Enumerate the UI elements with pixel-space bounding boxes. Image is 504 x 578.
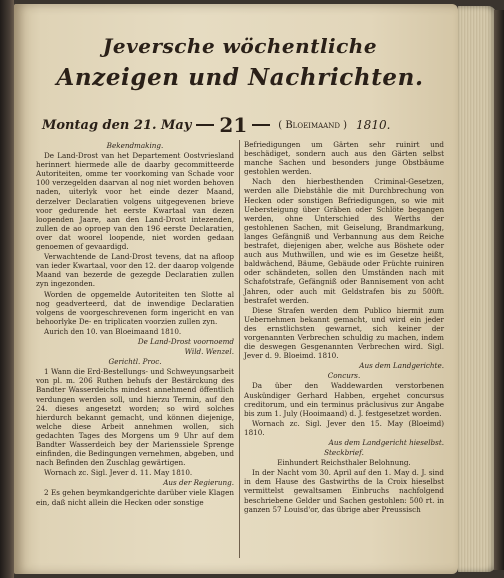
- article-paragraph: Worden de opgemelde Autoriteiten ten Slotte al nog geadverteerd, dat de inwendige Declaratien volgens de voorgeschrevenen form ingericht en van behoorlyke De- en triplicaten voorzien zullen zyn.: [36, 289, 234, 326]
- article-paragraph: Einhundert Reichsthaler Belohnung.: [277, 458, 411, 468]
- article-paragraph: 2 Es gehen beymkandgerichte darüber viele Klagen ein, daß nicht allein die Hecken oder sonstige: [36, 488, 234, 507]
- column-left: [36, 140, 234, 508]
- article-paragraph: Aurich den 10. van Bloeimaand 1810.: [44, 326, 182, 336]
- masthead: [40, 34, 440, 91]
- article-paragraph: 1 Wann die Erd-Bestellungs- und Schweyungsarbeit von pl. m. 206 Ruthen behufs der Bestärckung des Bandter Wasserdeichs mindest annehmend öffentlich verdungen werden soll, und hierzu Termin, auf den 24. dieses angesetzt worden; so wird solches hierdurch bekannt gemacht, und können diejenige, welche diese Arbeit annehmen wollen, sich gedachten Tages des Morgens um 9 Uhr auf dem Bandter Wasserdeich bey der Marienssiele Sprenge einfinden, die Bedingungen vernehmen, abgeben, und nach Befinden den Zuschlag gewärtigen.: [36, 367, 234, 468]
- book-spine: [0, 0, 14, 578]
- masthead-line-1: Jeversche wöchentliche: [102, 34, 378, 58]
- dateline-rule: [252, 124, 270, 126]
- signature-line: Aus der Regierung.: [163, 478, 234, 488]
- dateline: [42, 114, 442, 136]
- signature-line: De Land-Drost voornoemd: [137, 336, 234, 346]
- article-paragraph: De Land-Drost van het Departement Oostvriesland herinnert hiermede alle de daarby gecommitteerde Autoriteiten, omme ter voorkoming van Schade voor 100 verzegelden daarvan al nog niet worden behoven naden, uiterlyk voor het einde dezer Maand, derzelver Declaratien volgens uitgegevenen brieve voor gedurende het eerste Kwartaal van dezen loopenden Jaare, aan den Land-Drost intezenden, zullen de ao oproep van den 196 eerste Declaratien, over dat woorel loopende, niet worden gedaan genoemen of gevaardigd.: [36, 151, 234, 252]
- article-paragraph: Da über den Waddewarden verstorbenen Auskündiger Gerhard Habben, ergehet concursus creditorum, und ein terminus präclusivus zur Angabe bis zum 1. July (Hooimaand) d. J. festgesetzet worden.: [244, 381, 444, 418]
- column-right: [244, 140, 444, 515]
- article-paragraph: Befriedigungen um Gärten sehr ruinirt und beschädiget, sondern auch aus den Gärten selbst manche Sachen und besonders junge Obstbäume gestohlen werden.: [244, 140, 444, 177]
- issue-number: 21: [219, 113, 248, 137]
- page-edges: [458, 6, 496, 572]
- article-paragraph: Nach den hierbesthenden Criminal-Gesetzen, werden alle Diebstähle die mit Durchbrechung von Hecken oder sonstigen Befriedigungen, so wie mit Uebersteigung über Gräben oder Schlöte begangen werden, ohne Unterschied des Werths der gestohlenen Sachen, mit Geiselung, Brandmarkung, langes Gefängniß und Verbannung aus dem Reiche bestrafet, diejenigen aber, welche aus Böshete oder auch aus Muthwillen, und wie es im Gesetze heißt, baldwächend, Bäume, Gebäude oder Früchte ruiniren oder schändeten, sollen den Umständen nach mit Schafotstrafe, Gefängniß oder Bannisement von acht Jahren, oder auch mit Geldstrafen bis zu 500ft. bestrafet werden.: [244, 177, 444, 305]
- article-paragraph: In der Nacht vom 30. April auf den 1. May d. J. sind in dem Hause des Gastwirths de la Croix hieselbst vermittelst gewaltsamen Einbruchs nachfolgend beschriebene Gelder und Sachen gestohlen: 500 rt. in ganzen 57 Louisd'or, das übrige aber Preussisch: [244, 468, 444, 514]
- issue-year: 1810.: [356, 118, 391, 132]
- article-paragraph: Wornach zc. Sigl. Jever den 15. May (Bloeimd) 1810.: [244, 418, 444, 437]
- signature-line: Wild. Wenzel.: [184, 347, 234, 357]
- signature-line: Aus dem Landgerichte.: [359, 361, 444, 371]
- issue-month-dutch: ( Bloeimaand ): [278, 119, 348, 131]
- article-paragraph: Verwachtende de Land-Drost tevens, dat na afloop van ieder Kwartaal, voor den 12. der daarop volgende Maand van bezerde de gezegde Declaratien zullen zyn ingezonden.: [36, 252, 234, 289]
- article-paragraph: Wornach zc. Sigl. Jever d. 11. May 1810.: [44, 468, 193, 478]
- section-heading: Concurs.: [327, 371, 361, 381]
- column-divider: [239, 140, 240, 558]
- article-paragraph: Diese Strafen werden dem Publico hiermit zum Uebernehmen bekannt gemacht, und wird ein jeder des ernstlichsten gewarnet, sich keiner der vorgenannten Verbrechen schuldig zu machen, indem die deswegen Gesgenannten Verbrechen wird. Sigl. Jever d. 9. Bloeimd. 1810.: [244, 305, 444, 361]
- section-heading: Bekendmaking.: [106, 141, 164, 150]
- signature-line: Aus dem Landgericht hieselbst.: [328, 438, 444, 447]
- section-heading: Steckbrief.: [324, 448, 364, 458]
- dateline-rule: [196, 124, 214, 126]
- section-heading: Gerichtl. Proc.: [108, 357, 162, 367]
- page-edges-shadow: [494, 10, 504, 570]
- issue-date: Montag den 21. May: [42, 117, 192, 133]
- masthead-line-2: Anzeigen und Nachrichten.: [56, 64, 424, 91]
